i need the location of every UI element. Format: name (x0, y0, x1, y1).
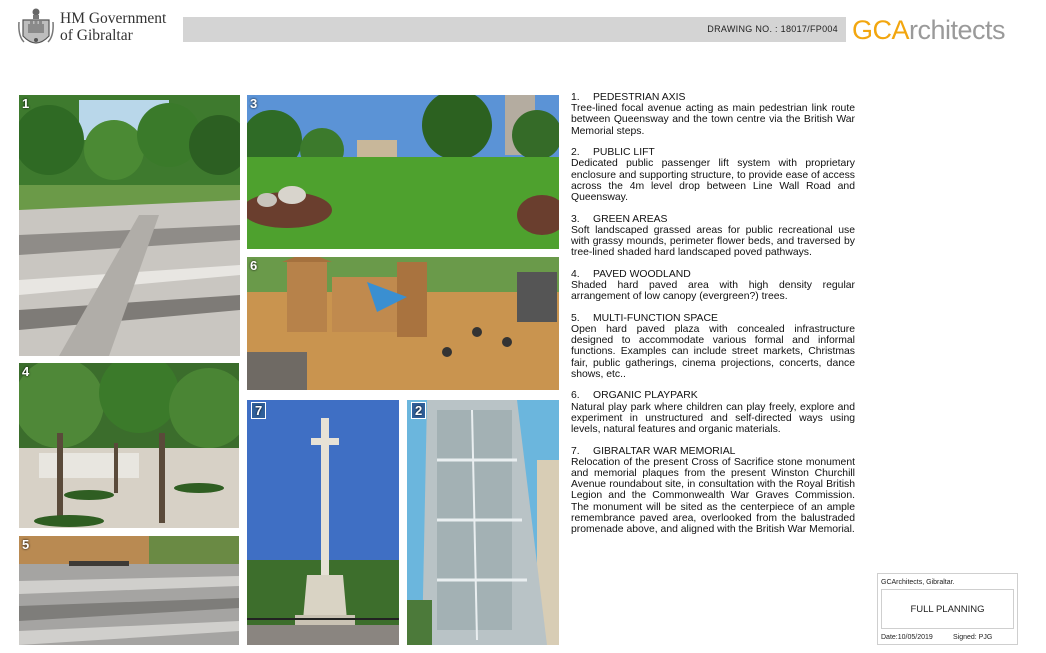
note-title: PAVED WOODLAND (593, 268, 691, 280)
planning-stage: FULL PLANNING (910, 604, 985, 615)
note-multi-function-space (571, 313, 855, 380)
photo-war-memorial (247, 400, 399, 645)
photo-number: 1 (22, 96, 30, 111)
title-block-date: Date:10/05/2019 (881, 634, 933, 641)
note-number: 3. (571, 213, 580, 225)
note-war-memorial (571, 446, 855, 536)
note-body: Natural play park where children can play freely, explore and experiment in unstructured and self-directed ways using levels, natural features and organic materials. (571, 401, 855, 436)
gibraltar-crest-icon (18, 6, 54, 50)
note-public-lift (571, 147, 855, 203)
note-heading (571, 390, 855, 401)
note-green-areas (571, 214, 855, 259)
drawing-number: DRAWING NO. : 18017/FP004 (707, 24, 838, 34)
note-number: 1. (571, 92, 580, 103)
note-organic-playpark (571, 390, 855, 435)
note-heading (571, 92, 855, 103)
org-line-2: of Gibraltar (60, 27, 133, 44)
note-body: Relocation of the present Cross of Sacrifice stone monument and memorial plaques from the present Winston Churchill Avenue roundabout site, in consultation with the Royal British Legion and the Commonwealth War Graves Commission. The monument will be sited as the centerpiece of an ample remembrance paved area, overlooked from the balustraded promenade above, and aligned with the British War Memorial. (571, 456, 855, 536)
photo-pedestrian-axis (19, 95, 240, 356)
photo-number: 6 (250, 258, 258, 273)
note-pedestrian-axis (571, 92, 855, 137)
note-heading (571, 214, 855, 225)
architect-logo (852, 14, 1005, 46)
note-number: 5. (571, 312, 580, 324)
note-heading (571, 147, 855, 158)
note-body: Dedicated public passenger lift system with proprietary enclosure and supporting structure, to provide ease of access across the 4m level drop between Line Wall Road and Queensway. (571, 158, 855, 204)
note-title: PUBLIC LIFT (593, 147, 655, 159)
photo-organic-playpark (247, 257, 559, 390)
logo-rest: rchitects (909, 15, 1006, 45)
note-body: Shaded hard paved area with high density regular arrangement of low canopy (evergreen?) trees. (571, 280, 855, 303)
note-body: Tree-lined focal avenue acting as main pedestrian link route between Queensway and the town centre via the British War Memorial steps. (571, 103, 855, 137)
photo-number: 2 (411, 402, 426, 419)
drawing-title-block (877, 573, 1018, 645)
note-number: 7. (571, 445, 580, 457)
note-body: Soft landscaped grassed areas for public recreational use with grassy mounds, perimeter flower beds, and traversed by tree-lined shaded hard landscaped poved pathways. (571, 224, 855, 259)
note-number: 4. (571, 268, 580, 280)
note-body: Open hard paved plaza with concealed infrastructure designed to accommodate various formal and informal functions. Examples can include street markets, Christmas fair, public gatherings, cinema projections, concerts, dance shows, etc.. (571, 324, 855, 380)
logo-accent: GCA (852, 15, 910, 45)
note-title: ORGANIC PLAYPARK (593, 390, 698, 402)
photo-number: 4 (22, 364, 30, 379)
note-title: PEDESTRIAN AXIS (593, 92, 686, 103)
note-title: GREEN AREAS (593, 213, 668, 225)
government-name (60, 10, 166, 44)
note-title: GIBRALTAR WAR MEMORIAL (593, 445, 736, 457)
title-bar (183, 17, 846, 42)
title-block-firm: GCArchitects, Gibraltar. (881, 579, 955, 586)
note-paved-woodland (571, 269, 855, 303)
photo-number: 5 (22, 537, 30, 552)
note-title: MULTI-FUNCTION SPACE (593, 312, 718, 324)
note-number: 6. (571, 390, 580, 402)
photo-number: 3 (250, 96, 258, 111)
photo-paved-woodland (19, 363, 239, 528)
note-heading (571, 313, 855, 324)
photo-public-lift (407, 400, 559, 645)
note-number: 2. (571, 147, 580, 159)
note-heading (571, 269, 855, 280)
project-notes (571, 92, 855, 546)
photo-green-areas (247, 95, 559, 249)
note-heading (571, 446, 855, 457)
org-line-1: HM Government (60, 10, 167, 27)
photo-multi-function-space (19, 536, 239, 645)
title-block-signed: Signed: PJG (953, 634, 993, 641)
photo-number: 7 (251, 402, 266, 419)
title-block-stage-box (881, 589, 1014, 629)
